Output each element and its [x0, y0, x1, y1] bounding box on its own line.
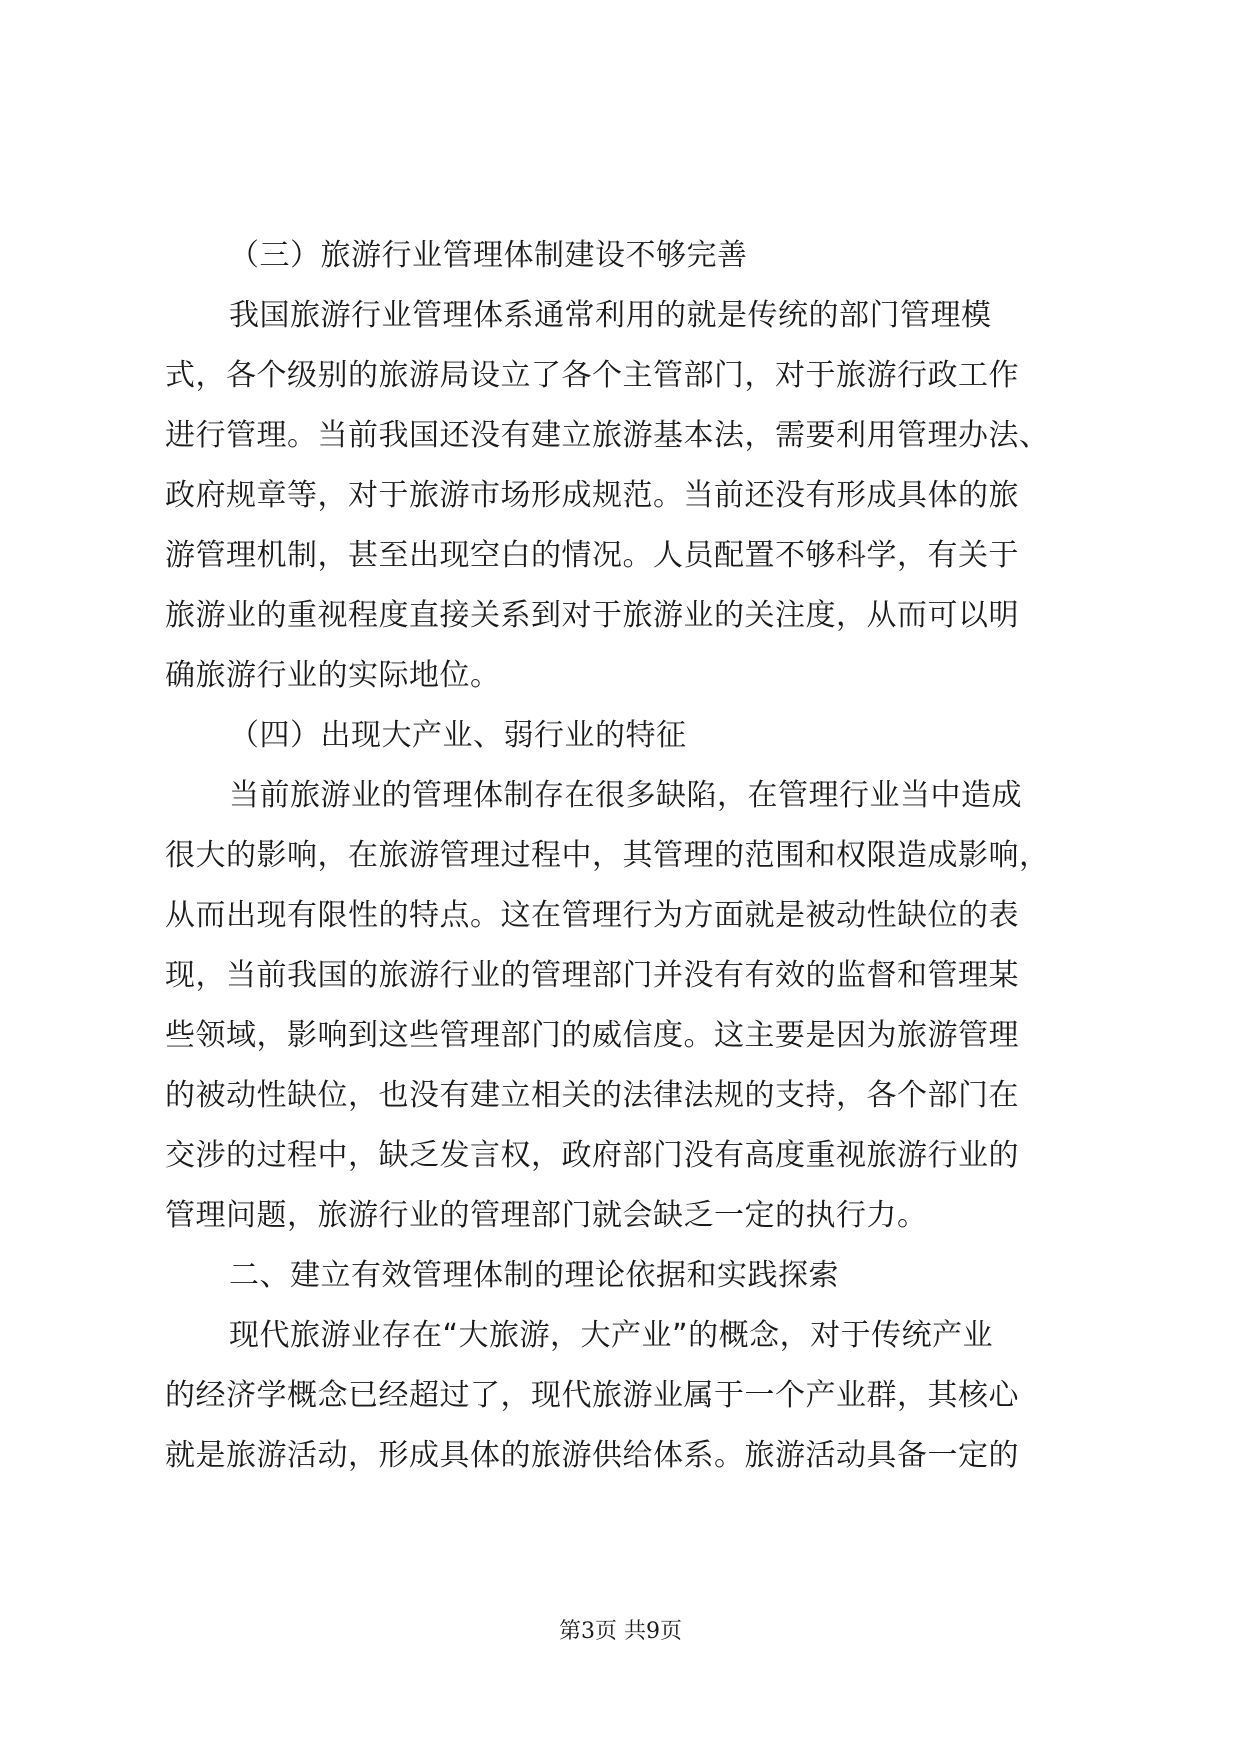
- document-body: [165, 226, 1070, 1486]
- page-footer: 第3页 共9页: [559, 1619, 682, 1644]
- paragraph-line: 管理问题，旅游行业的管理部门就会缺乏一定的执行力。: [165, 1198, 928, 1233]
- paragraph-line: 些领域，影响到这些管理部门的威信度。这主要是因为旅游管理: [165, 1018, 1019, 1053]
- paragraph-line: 就是旅游活动，形成具体的旅游供给体系。旅游活动具备一定的: [165, 1438, 1019, 1473]
- paragraph-line: 式，各个级别的旅游局设立了各个主管部门，对于旅游行政工作: [165, 358, 1019, 393]
- paragraph-line: 很大的影响，在旅游管理过程中，其管理的范围和权限造成影响，: [165, 838, 1050, 873]
- paragraph-line: 政府规章等，对于旅游市场形成规范。当前还没有形成具体的旅: [165, 478, 1019, 513]
- paragraph-line: 我国旅游行业管理体系通常利用的就是传统的部门管理模: [229, 298, 992, 333]
- section-heading-2: 二、建立有效管理体制的理论依据和实践探索: [229, 1258, 839, 1293]
- paragraph-line: 当前旅游业的管理体制存在很多缺陷，在管理行业当中造成: [229, 778, 1022, 813]
- paragraph-line: 进行管理。当前我国还没有建立旅游基本法，需要利用管理办法、: [165, 418, 1050, 453]
- section-heading-4: （四）出现大产业、弱行业的特征: [229, 718, 687, 753]
- section-heading-3: （三）旅游行业管理体制建设不够完善: [229, 238, 748, 273]
- paragraph-line: 交涉的过程中，缺乏发言权，政府部门没有高度重视旅游行业的: [165, 1138, 1019, 1173]
- paragraph-line: 确旅游行业的实际地位。: [165, 658, 501, 693]
- paragraph-line: 的被动性缺位，也没有建立相关的法律法规的支持，各个部门在: [165, 1078, 1019, 1113]
- paragraph-line: 现代旅游业存在“大旅游，大产业”的概念，对于传统产业: [229, 1318, 994, 1353]
- paragraph-line: 从而出现有限性的特点。这在管理行为方面就是被动性缺位的表: [165, 898, 1019, 933]
- paragraph-line: 的经济学概念已经超过了，现代旅游业属于一个产业群，其核心: [165, 1378, 1019, 1413]
- paragraph-line: 游管理机制，甚至出现空白的情况。人员配置不够科学，有关于: [165, 538, 1019, 573]
- paragraph-line: 现，当前我国的旅游行业的管理部门并没有有效的监督和管理某: [165, 958, 1019, 993]
- paragraph-line: 旅游业的重视程度直接关系到对于旅游业的关注度，从而可以明: [165, 598, 1019, 633]
